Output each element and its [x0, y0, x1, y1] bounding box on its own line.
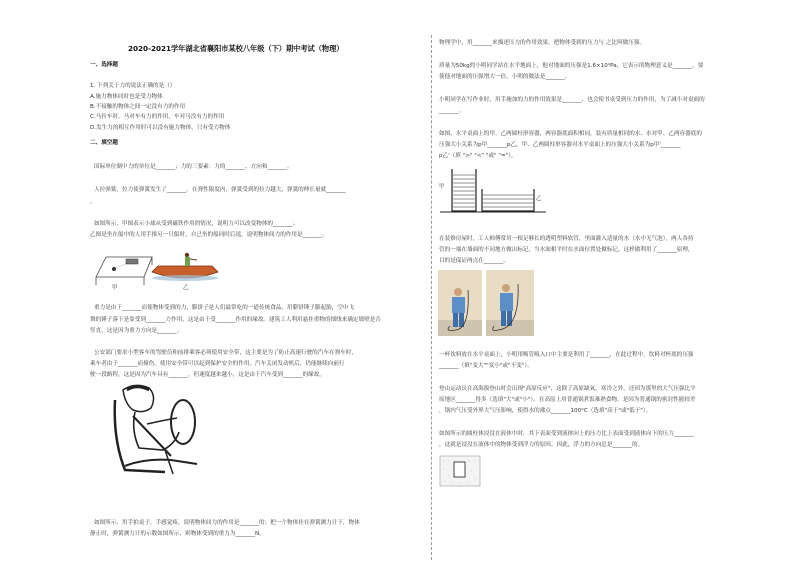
r4-line1: 如图，水平桌面上的甲、乙两圆柱形容器，两容器底面积相同，装有质量相同的水、水对甲、乙两容器底的 [439, 131, 702, 137]
q1-option-d: D.发生力的相互作用时可以没有施力物体，只有受力物体 [90, 125, 231, 131]
driver-seatbelt-figure [105, 380, 205, 478]
q1-option-c: C.马拉车时，马对车有力的作用，车对马没有力的作用 [90, 114, 225, 120]
r5-line1: 在装修房屋时，工人师傅常用一根足够长的透明塑料软管，里面灌入适量的水（水中无气泡），两人各持 [439, 236, 694, 242]
q1-option-b: B.不接触的物体之间一定没有力的作用 [90, 104, 186, 110]
q1-stem: 1. 下列关于力的说法正确的是（） [90, 83, 176, 89]
r7-line2: 原地区_______得多（选填"大"或"小"）。在高原上用普通锅煮饭难熟食物，是因为普通锅的密封性能较差 [439, 397, 696, 403]
containers-figure [438, 165, 548, 217]
r5-line3: 目的是保证两点在_______。 [439, 258, 509, 264]
fig-label-yi-2: 乙 [536, 196, 542, 202]
q4-line2: 乙图是坐在船中的人用手推另一只船时，自己坐的船同时后退，说明物体间力的作用是_______。 [90, 232, 328, 238]
section-choice-heading: 一、选择题 [90, 62, 118, 68]
r2-line1: 质量为50kg的小明同学站在水平地面上，他对地面的压强是1.6×10⁴Pa，它表示的物理意义是_______，要 [439, 63, 704, 69]
r4-line3: p乙'（填 ">" "<" "或" "="）。 [439, 153, 517, 159]
fig-label-yi: 乙 [183, 285, 189, 291]
section-fill-heading: 二、填空题 [90, 140, 118, 146]
r7-line1: 登山运动员在高海拔登山时会出现"高原反应"，这除了高原缺氧、寒冷之外，还因为那里的大气压强比平 [439, 386, 696, 392]
r1-text: 物理学中，用_______来描述压力的作用效果，把物体受到的压力与 之比叫做压强。 [439, 40, 645, 46]
r3-line2: _______。 [439, 108, 465, 114]
fig-label-jia-2: 甲 [439, 184, 445, 190]
q3-line2: 。 [90, 199, 96, 205]
r3-line1: 小明同学在写作业时，用手施加的力的作用效果是_______，也会使书桌受到压力的作用，为了减小对桌面的 [439, 97, 705, 103]
q6-line3: 驶一段路程，这是因为汽车具有_______，但速度越来越小，这是由于汽车受到_______的缘故。 [90, 372, 325, 378]
r4-line2: 压强大小关系为p甲_______p乙，甲、乙两圆柱形容器对水平桌面上的压强大小关系为p甲'_______ [439, 142, 681, 148]
q5-line2: 舞的锤子落下是靠受到_______力作用，这是由于受_______作用的缘故。建筑工人利用悬挂重物的细线来确定墙壁是否 [90, 317, 381, 323]
q7-line2: 静止时，弹簧测力计的示数如图所示，则物体受到的重力为_______N。 [90, 531, 265, 537]
q3-line1: 人拉弹簧，拉力使弹簧发生了_______。在弹性限度内，弹簧受到的拉力越大，弹簧的伸长量就_______ [94, 187, 346, 193]
r8-line2: ，这就是浸没在液体中的物体受到浮力的原因。因此，浮力的方向总是_______的。 [439, 442, 644, 448]
r2-line2: 使他对地面的压强增大一倍，小明的做法是_______。 [439, 74, 571, 80]
r7-line3: ，锅内气压受外界大气压影响，使得水的沸点_______100°C（选填"高于"或"低于"）。 [439, 408, 652, 414]
r8-line1: 如图所示的圆柱体浸没在液体中时，其下表面受到液体向上的压力比上表面受到液体向下的压力_______ [439, 431, 694, 437]
q5-line1: 重力是由于_______而使物体受到的力，膨饼子是人们最常吃的一道传统食品，用膨饼锤子膨起胎，空中飞 [94, 305, 355, 311]
r6-line2: _______（填"变大""变小"或"不变"）。 [439, 363, 533, 369]
submerged-cylinder-figure [439, 455, 481, 487]
page-title: 2020-2021学年湖北省襄阳市某校八年级（下）期中考试（物理） [128, 44, 344, 53]
q6-line2: 乘车者由于_______而撞伤。使用安全带可以起到保护安全的作用。汽车关闭发动机后，仍能继续向前行 [90, 361, 345, 367]
q6-line1: 公安部门要求小型客车的驾驶员和前排乘客必须使用安全带，这主要是为了防止高速行驶的汽车在刹车时， [94, 350, 357, 356]
q7-line1: 如图所示，用手拍桌子，手感觉疼，说明物体间力的作用是_______的；把一个物体挂在弹簧测力计下，物体 [94, 520, 360, 526]
water-level-workers-figure [438, 270, 534, 336]
q4-line1: 如图所示，甲图表示小球从受到磁铁作用的情况，说明力可以改变物体的_______； [94, 221, 299, 227]
boats-figure [150, 250, 220, 282]
r6-line1: 一杯饮料放在水平桌面上，小明用吸管吸入口中主要是利用了_______，在此过程中，饮料对杯底的压强 [439, 352, 694, 358]
q5-line3: 竖直，这是因为重力方向是_______。 [90, 328, 183, 334]
q2-text: 国际单位制中力的单位是_______；力的三要素：力的_______、方向和_______。 [94, 164, 293, 170]
q1-option-a: A.施力物体同时也是受力物体 [90, 94, 163, 100]
right-column [430, 0, 794, 562]
fig-label-jia: 甲 [112, 285, 118, 291]
r5-line2: 管的一端在墙面的不同地方做出标记，当水面相平时在水面位置处做标记，这样做利用了_______原理， [439, 247, 694, 253]
